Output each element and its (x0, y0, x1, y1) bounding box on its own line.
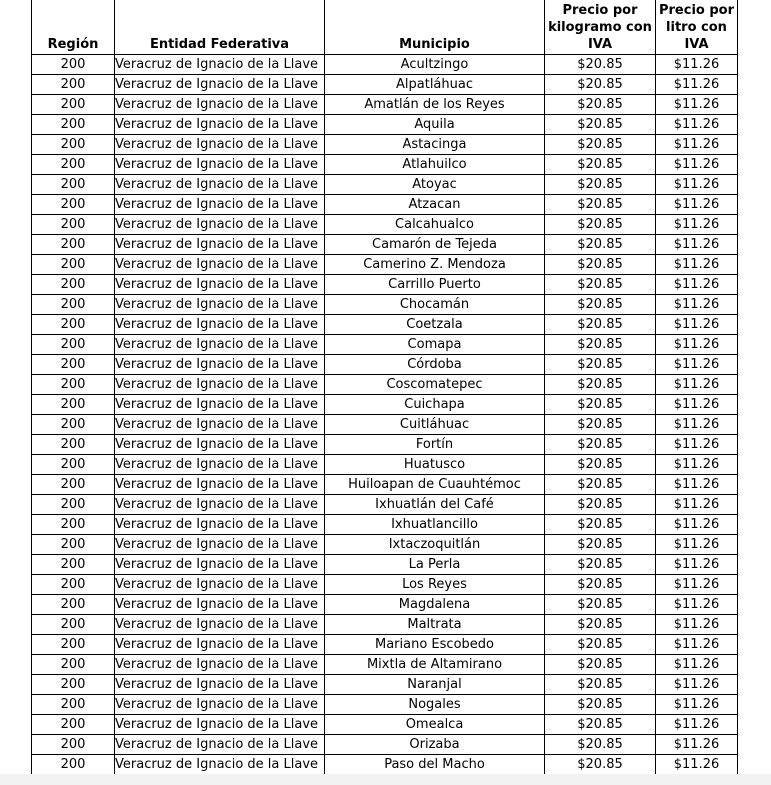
cell-precio-litro: $11.26 (656, 235, 738, 255)
cell-entidad-federativa: Veracruz de Ignacio de la Llave (115, 315, 325, 335)
table-row (32, 215, 738, 235)
cell-precio-litro: $11.26 (656, 735, 738, 755)
cell-municipio: Naranjal (325, 675, 545, 695)
cell-entidad-federativa: Veracruz de Ignacio de la Llave (115, 115, 325, 135)
cell-precio-kilogramo: $20.85 (545, 595, 656, 615)
cell-entidad-federativa: Veracruz de Ignacio de la Llave (115, 335, 325, 355)
cell-municipio: Huiloapan de Cuauhtémoc (325, 475, 545, 495)
cell-municipio: Huatusco (325, 455, 545, 475)
cell-region: 200 (32, 255, 115, 275)
cell-entidad-federativa: Veracruz de Ignacio de la Llave (115, 395, 325, 415)
cell-precio-kilogramo: $20.85 (545, 635, 656, 655)
table-row (32, 75, 738, 95)
table-row (32, 695, 738, 715)
table-header-row (32, 0, 738, 55)
cell-precio-kilogramo: $20.85 (545, 735, 656, 755)
cell-region: 200 (32, 175, 115, 195)
cell-precio-litro: $11.26 (656, 275, 738, 295)
cell-precio-kilogramo: $20.85 (545, 715, 656, 735)
cell-municipio: Atlahuilco (325, 155, 545, 175)
table-row (32, 555, 738, 575)
cell-precio-kilogramo: $20.85 (545, 315, 656, 335)
header-municipio: Municipio (325, 0, 545, 55)
cell-precio-kilogramo: $20.85 (545, 415, 656, 435)
table-row (32, 655, 738, 675)
cell-municipio: Camerino Z. Mendoza (325, 255, 545, 275)
cell-entidad-federativa: Veracruz de Ignacio de la Llave (115, 295, 325, 315)
table-row (32, 635, 738, 655)
cell-region: 200 (32, 595, 115, 615)
cell-region: 200 (32, 515, 115, 535)
page-bottom-band (0, 774, 771, 785)
cell-region: 200 (32, 135, 115, 155)
cell-precio-kilogramo: $20.85 (545, 175, 656, 195)
cell-precio-litro: $11.26 (656, 395, 738, 415)
table-row (32, 355, 738, 375)
cell-entidad-federativa: Veracruz de Ignacio de la Llave (115, 155, 325, 175)
cell-precio-litro: $11.26 (656, 255, 738, 275)
table-row (32, 495, 738, 515)
table-row (32, 195, 738, 215)
cell-region: 200 (32, 655, 115, 675)
cell-municipio: Atoyac (325, 175, 545, 195)
cell-precio-litro: $11.26 (656, 55, 738, 75)
cell-municipio: Córdoba (325, 355, 545, 375)
cell-municipio: Los Reyes (325, 575, 545, 595)
cell-precio-litro: $11.26 (656, 315, 738, 335)
table-row (32, 535, 738, 555)
cell-entidad-federativa: Veracruz de Ignacio de la Llave (115, 135, 325, 155)
cell-precio-litro: $11.26 (656, 115, 738, 135)
table-row (32, 615, 738, 635)
header-precio-kilogramo: Precio por kilogramo con IVA (545, 0, 656, 55)
cell-precio-kilogramo: $20.85 (545, 295, 656, 315)
cell-region: 200 (32, 615, 115, 635)
table-row (32, 755, 738, 775)
table-row (32, 55, 738, 75)
cell-municipio: La Perla (325, 555, 545, 575)
cell-entidad-federativa: Veracruz de Ignacio de la Llave (115, 235, 325, 255)
cell-entidad-federativa: Veracruz de Ignacio de la Llave (115, 55, 325, 75)
cell-region: 200 (32, 275, 115, 295)
cell-precio-litro: $11.26 (656, 475, 738, 495)
cell-entidad-federativa: Veracruz de Ignacio de la Llave (115, 435, 325, 455)
cell-municipio: Mixtla de Altamirano (325, 655, 545, 675)
cell-precio-litro: $11.26 (656, 535, 738, 555)
cell-entidad-federativa: Veracruz de Ignacio de la Llave (115, 195, 325, 215)
cell-entidad-federativa: Veracruz de Ignacio de la Llave (115, 575, 325, 595)
table-row (32, 255, 738, 275)
cell-entidad-federativa: Veracruz de Ignacio de la Llave (115, 675, 325, 695)
cell-precio-kilogramo: $20.85 (545, 115, 656, 135)
table-row (32, 575, 738, 595)
cell-municipio: Atzacan (325, 195, 545, 215)
cell-precio-litro: $11.26 (656, 355, 738, 375)
cell-precio-litro: $11.26 (656, 195, 738, 215)
cell-municipio: Amatlán de los Reyes (325, 95, 545, 115)
cell-entidad-federativa: Veracruz de Ignacio de la Llave (115, 495, 325, 515)
cell-precio-kilogramo: $20.85 (545, 435, 656, 455)
cell-region: 200 (32, 115, 115, 135)
cell-precio-litro: $11.26 (656, 175, 738, 195)
cell-municipio: Calcahualco (325, 215, 545, 235)
cell-municipio: Coscomatepec (325, 375, 545, 395)
cell-precio-kilogramo: $20.85 (545, 255, 656, 275)
cell-region: 200 (32, 315, 115, 335)
cell-municipio: Camarón de Tejeda (325, 235, 545, 255)
cell-municipio: Ixhuatlán del Café (325, 495, 545, 515)
cell-precio-kilogramo: $20.85 (545, 395, 656, 415)
cell-municipio: Mariano Escobedo (325, 635, 545, 655)
cell-municipio: Magdalena (325, 595, 545, 615)
cell-entidad-federativa: Veracruz de Ignacio de la Llave (115, 215, 325, 235)
cell-precio-litro: $11.26 (656, 95, 738, 115)
cell-entidad-federativa: Veracruz de Ignacio de la Llave (115, 735, 325, 755)
cell-entidad-federativa: Veracruz de Ignacio de la Llave (115, 355, 325, 375)
cell-precio-kilogramo: $20.85 (545, 455, 656, 475)
cell-municipio: Alpatláhuac (325, 75, 545, 95)
cell-region: 200 (32, 575, 115, 595)
header-precio-litro: Precio por litro con IVA (656, 0, 738, 55)
cell-precio-litro: $11.26 (656, 215, 738, 235)
cell-precio-litro: $11.26 (656, 595, 738, 615)
cell-precio-kilogramo: $20.85 (545, 75, 656, 95)
cell-entidad-federativa: Veracruz de Ignacio de la Llave (115, 755, 325, 775)
cell-precio-litro: $11.26 (656, 635, 738, 655)
cell-precio-kilogramo: $20.85 (545, 375, 656, 395)
cell-municipio: Fortín (325, 435, 545, 455)
cell-region: 200 (32, 235, 115, 255)
cell-precio-kilogramo: $20.85 (545, 655, 656, 675)
cell-municipio: Orizaba (325, 735, 545, 755)
cell-precio-kilogramo: $20.85 (545, 675, 656, 695)
table-row (32, 675, 738, 695)
cell-municipio: Cuitláhuac (325, 415, 545, 435)
table-row (32, 735, 738, 755)
cell-entidad-federativa: Veracruz de Ignacio de la Llave (115, 595, 325, 615)
cell-entidad-federativa: Veracruz de Ignacio de la Llave (115, 475, 325, 495)
cell-municipio: Coetzala (325, 315, 545, 335)
cell-municipio: Ixtaczoquitlán (325, 535, 545, 555)
cell-region: 200 (32, 375, 115, 395)
cell-precio-kilogramo: $20.85 (545, 535, 656, 555)
table-row (32, 375, 738, 395)
cell-municipio: Omealca (325, 715, 545, 735)
cell-precio-litro: $11.26 (656, 75, 738, 95)
table-row (32, 455, 738, 475)
table-row (32, 95, 738, 115)
cell-region: 200 (32, 155, 115, 175)
cell-precio-kilogramo: $20.85 (545, 575, 656, 595)
cell-precio-litro: $11.26 (656, 555, 738, 575)
cell-entidad-federativa: Veracruz de Ignacio de la Llave (115, 555, 325, 575)
cell-region: 200 (32, 695, 115, 715)
table-body (32, 55, 738, 775)
cell-municipio: Comapa (325, 335, 545, 355)
cell-precio-kilogramo: $20.85 (545, 275, 656, 295)
cell-region: 200 (32, 495, 115, 515)
cell-precio-litro: $11.26 (656, 715, 738, 735)
cell-precio-kilogramo: $20.85 (545, 235, 656, 255)
cell-entidad-federativa: Veracruz de Ignacio de la Llave (115, 175, 325, 195)
table-row (32, 715, 738, 735)
cell-municipio: Nogales (325, 695, 545, 715)
cell-region: 200 (32, 755, 115, 775)
cell-precio-litro: $11.26 (656, 575, 738, 595)
cell-precio-litro: $11.26 (656, 755, 738, 775)
cell-region: 200 (32, 635, 115, 655)
table-row (32, 295, 738, 315)
cell-precio-litro: $11.26 (656, 135, 738, 155)
cell-entidad-federativa: Veracruz de Ignacio de la Llave (115, 375, 325, 395)
cell-municipio: Ixhuatlancillo (325, 515, 545, 535)
cell-region: 200 (32, 55, 115, 75)
cell-region: 200 (32, 215, 115, 235)
cell-entidad-federativa: Veracruz de Ignacio de la Llave (115, 615, 325, 635)
cell-precio-litro: $11.26 (656, 155, 738, 175)
cell-entidad-federativa: Veracruz de Ignacio de la Llave (115, 715, 325, 735)
price-table (31, 0, 738, 775)
cell-precio-litro: $11.26 (656, 655, 738, 675)
cell-entidad-federativa: Veracruz de Ignacio de la Llave (115, 75, 325, 95)
cell-precio-litro: $11.26 (656, 375, 738, 395)
cell-precio-kilogramo: $20.85 (545, 355, 656, 375)
cell-region: 200 (32, 395, 115, 415)
cell-municipio: Astacinga (325, 135, 545, 155)
cell-region: 200 (32, 415, 115, 435)
cell-precio-kilogramo: $20.85 (545, 135, 656, 155)
cell-entidad-federativa: Veracruz de Ignacio de la Llave (115, 455, 325, 475)
cell-entidad-federativa: Veracruz de Ignacio de la Llave (115, 415, 325, 435)
table-row (32, 395, 738, 415)
cell-entidad-federativa: Veracruz de Ignacio de la Llave (115, 535, 325, 555)
cell-entidad-federativa: Veracruz de Ignacio de la Llave (115, 515, 325, 535)
cell-precio-litro: $11.26 (656, 335, 738, 355)
cell-entidad-federativa: Veracruz de Ignacio de la Llave (115, 635, 325, 655)
cell-region: 200 (32, 475, 115, 495)
cell-region: 200 (32, 335, 115, 355)
cell-region: 200 (32, 555, 115, 575)
table-row (32, 235, 738, 255)
cell-precio-litro: $11.26 (656, 415, 738, 435)
cell-region: 200 (32, 295, 115, 315)
cell-precio-kilogramo: $20.85 (545, 95, 656, 115)
cell-region: 200 (32, 355, 115, 375)
table-row (32, 435, 738, 455)
cell-entidad-federativa: Veracruz de Ignacio de la Llave (115, 695, 325, 715)
cell-precio-litro: $11.26 (656, 695, 738, 715)
cell-entidad-federativa: Veracruz de Ignacio de la Llave (115, 655, 325, 675)
table-row (32, 275, 738, 295)
cell-region: 200 (32, 675, 115, 695)
cell-precio-kilogramo: $20.85 (545, 155, 656, 175)
table-row (32, 515, 738, 535)
cell-precio-kilogramo: $20.85 (545, 695, 656, 715)
cell-precio-kilogramo: $20.85 (545, 555, 656, 575)
cell-precio-kilogramo: $20.85 (545, 755, 656, 775)
cell-precio-litro: $11.26 (656, 675, 738, 695)
table-row (32, 135, 738, 155)
cell-precio-kilogramo: $20.85 (545, 335, 656, 355)
cell-precio-litro: $11.26 (656, 455, 738, 475)
cell-municipio: Acultzingo (325, 55, 545, 75)
table-row (32, 415, 738, 435)
cell-region: 200 (32, 535, 115, 555)
cell-entidad-federativa: Veracruz de Ignacio de la Llave (115, 275, 325, 295)
cell-precio-kilogramo: $20.85 (545, 495, 656, 515)
cell-precio-kilogramo: $20.85 (545, 475, 656, 495)
cell-precio-litro: $11.26 (656, 615, 738, 635)
cell-region: 200 (32, 735, 115, 755)
table-row (32, 475, 738, 495)
table-row (32, 115, 738, 135)
header-entidad-federativa: Entidad Federativa (115, 0, 325, 55)
cell-region: 200 (32, 95, 115, 115)
header-region: Región (32, 0, 115, 55)
cell-municipio: Carrillo Puerto (325, 275, 545, 295)
cell-precio-kilogramo: $20.85 (545, 55, 656, 75)
cell-precio-litro: $11.26 (656, 435, 738, 455)
cell-precio-litro: $11.26 (656, 515, 738, 535)
cell-region: 200 (32, 75, 115, 95)
cell-region: 200 (32, 715, 115, 735)
cell-municipio: Maltrata (325, 615, 545, 635)
cell-municipio: Aquila (325, 115, 545, 135)
cell-precio-kilogramo: $20.85 (545, 515, 656, 535)
cell-entidad-federativa: Veracruz de Ignacio de la Llave (115, 255, 325, 275)
table-row (32, 335, 738, 355)
table-row (32, 155, 738, 175)
cell-precio-kilogramo: $20.85 (545, 195, 656, 215)
table-row (32, 175, 738, 195)
cell-municipio: Cuichapa (325, 395, 545, 415)
cell-precio-litro: $11.26 (656, 295, 738, 315)
cell-municipio: Chocamán (325, 295, 545, 315)
cell-region: 200 (32, 435, 115, 455)
cell-municipio: Paso del Macho (325, 755, 545, 775)
cell-precio-kilogramo: $20.85 (545, 615, 656, 635)
cell-precio-litro: $11.26 (656, 495, 738, 515)
cell-entidad-federativa: Veracruz de Ignacio de la Llave (115, 95, 325, 115)
table-row (32, 315, 738, 335)
table-row (32, 595, 738, 615)
cell-region: 200 (32, 455, 115, 475)
cell-precio-kilogramo: $20.85 (545, 215, 656, 235)
cell-region: 200 (32, 195, 115, 215)
